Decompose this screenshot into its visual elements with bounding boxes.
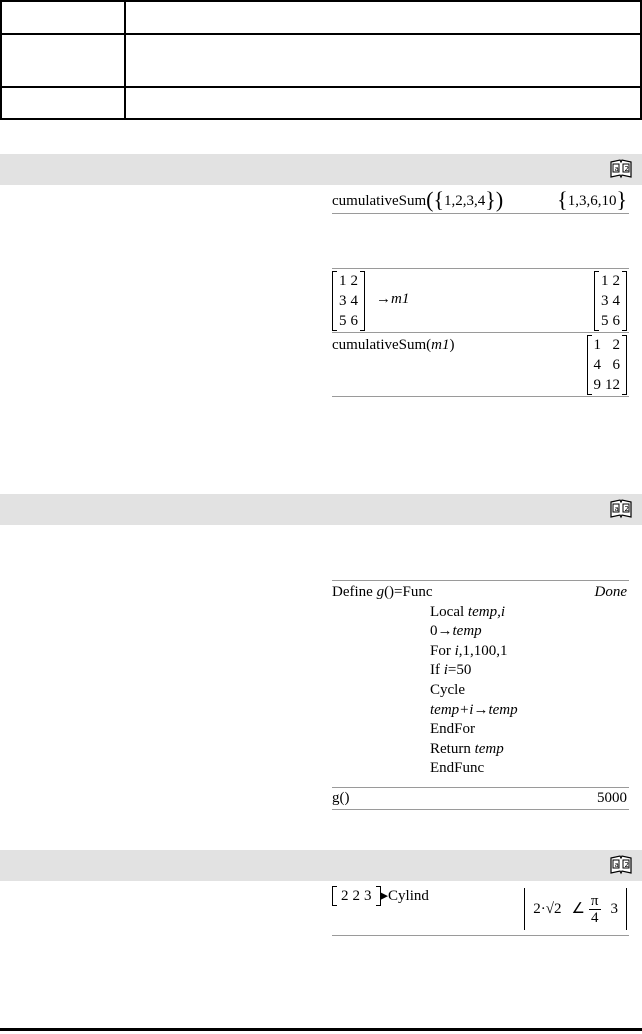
cylindrical-result: 2·√2 ∠ π 4 3 [524, 888, 627, 930]
list-output: 1,3,6,10 [567, 193, 617, 209]
matrix-cumulative-result: 1 2 4 6 9 12 [587, 335, 628, 395]
reference-book-icon [610, 855, 632, 875]
table-cell [1, 87, 125, 119]
svg-text:a: a [614, 505, 619, 513]
entry-row: 1 2 3 4 5 6 →m1 1 2 3 4 5 6 [332, 268, 629, 333]
result-done: Done [594, 584, 627, 600]
section-header-bar [0, 850, 642, 881]
list-input: 1,2,3,4 [444, 193, 486, 209]
entry-row [332, 886, 629, 936]
entry-row: Define g()=Func Done Local temp,i 0→temp For i,1,100,1 If i=50 Cycle temp+i→temp EndFor Return temp EndFunc [332, 580, 629, 788]
section-header-bar [0, 154, 642, 185]
entry-row: cumulativeSum({1,2,3,4}) {1,3,6,10} [332, 187, 627, 212]
svg-text:2: 2 [624, 165, 629, 173]
section-header-bar [0, 494, 642, 525]
variable-name: m1 [391, 291, 410, 307]
calculator-example-2 [332, 580, 629, 810]
matrix-input: 1 2 3 4 5 6 [332, 271, 365, 331]
convert-operator: ▸Cylind [380, 888, 429, 904]
table-cell [1, 34, 125, 87]
page-bottom-rule [0, 1028, 642, 1031]
reference-book-icon [610, 499, 632, 519]
reference-table [0, 0, 642, 120]
entry-row: cumulativeSum(m1) 1 2 4 6 9 12 [332, 333, 629, 397]
table-cell [125, 34, 641, 87]
svg-text:a: a [614, 861, 619, 869]
vector-input: 2 2 3 [332, 886, 381, 906]
call-result: 5000 [597, 789, 627, 806]
table-cell [125, 1, 641, 34]
svg-text:2: 2 [624, 505, 629, 513]
function-name: cumulativeSum [332, 193, 427, 209]
calculator-example-1 [332, 187, 629, 214]
calculator-example-1b [332, 268, 629, 397]
table-cell [125, 87, 641, 119]
svg-text:a: a [614, 165, 619, 173]
function-call: g() [332, 789, 350, 806]
calculator-example-3 [332, 886, 629, 936]
svg-text:2: 2 [624, 861, 629, 869]
matrix-result: 1 2 3 4 5 6 [594, 271, 627, 331]
table-cell [1, 1, 125, 34]
entry-row [332, 788, 629, 810]
reference-book-icon [610, 159, 632, 179]
